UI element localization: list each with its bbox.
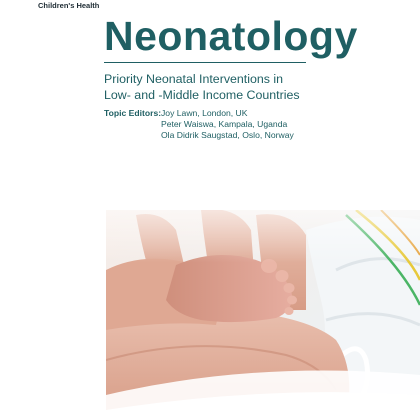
subtitle-line-2: Low- and -Middle Income Countries xyxy=(104,88,300,102)
editors-list xyxy=(161,108,294,141)
cover-photo-newborn-foot-in-hand xyxy=(106,210,420,420)
book-title: Neonatology xyxy=(104,13,358,59)
editor-3: Ola Didrik Saugstad, Oslo, Norway xyxy=(161,130,294,140)
book-subtitle xyxy=(104,71,300,103)
editor-1: Joy Lawn, London, UK xyxy=(161,108,248,118)
series-name: Children's Health xyxy=(38,1,100,10)
editors-label: Topic Editors: xyxy=(104,108,162,118)
cover-photo-illustration xyxy=(106,210,420,420)
editor-2: Peter Waiswa, Kampala, Uganda xyxy=(161,119,288,129)
subtitle-line-1: Priority Neonatal Interventions in xyxy=(104,72,284,86)
topic-editors xyxy=(104,108,294,140)
title-rule xyxy=(104,62,306,63)
